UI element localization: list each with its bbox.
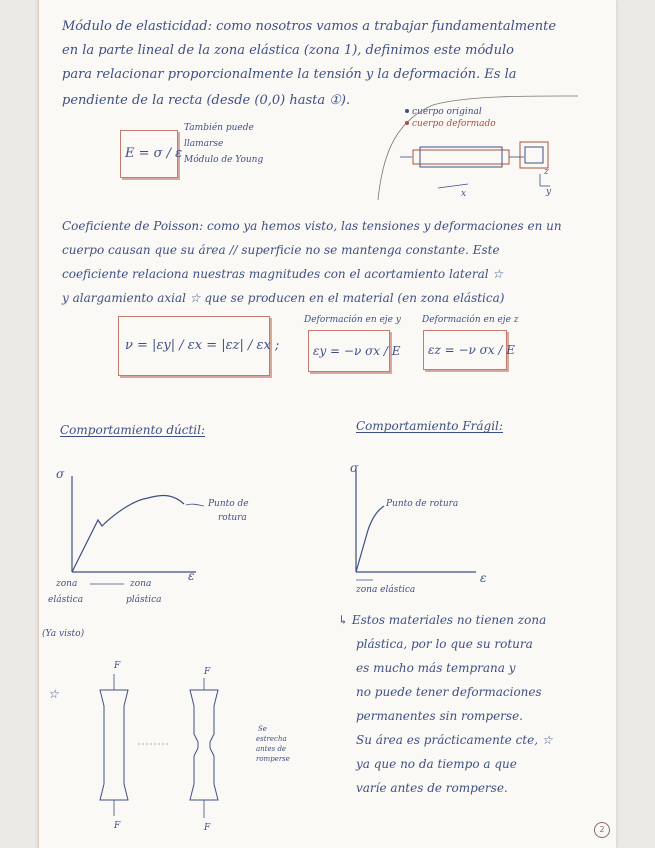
poisson-line-3: coeficiente relaciona nuestras magnitudes con el acortamiento lateral ☆	[62, 267, 504, 281]
eps-y-formula: εy = −ν σx / E	[313, 344, 401, 358]
young-formula: E = σ / ε	[125, 146, 183, 161]
eps-z-formula: εz = −ν σx / E	[428, 343, 515, 357]
already-seen-note: (Ya visto)	[42, 629, 85, 639]
fragile-note-3: es mucho más temprana y	[356, 661, 516, 675]
axis-y-label: y	[546, 187, 552, 197]
fragile-sigma: σ	[350, 461, 359, 475]
fragile-note-8: varíe antes de romperse.	[356, 781, 508, 795]
ductile-zone-el-2: elástica	[48, 595, 84, 605]
legend-deformed-dot	[405, 121, 409, 125]
ductile-zone-pl-1: zona	[130, 579, 152, 589]
axis-z-label: z	[544, 167, 549, 177]
fragile-title: Comportamiento Frágil:	[356, 419, 503, 433]
fragile-note-7: ya que no da tiempo a que	[356, 757, 517, 771]
poisson-line-1: Coeficiente de Poisson: como ya hemos visto, las tensiones y deformaciones en un	[62, 219, 562, 233]
cross-section-outer	[520, 142, 548, 168]
sketch-layer	[38, 0, 616, 848]
ductile-epsilon: ε	[188, 569, 195, 583]
ductile-zone-pl-2: plástica	[126, 595, 162, 605]
axis-x-arrow	[438, 184, 468, 188]
force-bottom-right: F	[204, 823, 211, 833]
fragile-note-2: plástica, por lo que su rotura	[356, 637, 533, 651]
ductile-rupture-pointer	[186, 504, 204, 506]
fragile-note-4: no puede tener deformaciones	[356, 685, 542, 699]
bar-deformed	[413, 150, 509, 164]
neck-note-2: estrecha	[256, 735, 287, 743]
poisson-line-2: cuerpo causan que su área // superficie no se mantenga constante. Este	[62, 243, 500, 257]
poisson-formula: ν = |εy| / εx = |εz| / εx ;	[125, 338, 280, 353]
young-note-2: llamarse	[184, 139, 224, 149]
ductile-curve	[72, 496, 184, 572]
axis-x-label: x	[461, 189, 467, 199]
ductile-zone-el-1: zona	[56, 579, 78, 589]
label-eps-y: Deformación en eje y	[304, 315, 401, 325]
ductile-star: ☆	[48, 687, 59, 701]
force-top-left: F	[114, 661, 121, 671]
ductile-rupture-1: Punto de	[208, 499, 249, 509]
legend-deformed: cuerpo deformado	[412, 119, 496, 129]
ductile-sigma: σ	[56, 467, 65, 481]
intro-line-4: pendiente de la recta (desde (0,0) hasta ①).	[62, 93, 351, 108]
fragile-epsilon: ε	[480, 571, 487, 585]
ductile-rupture-2: rotura	[218, 513, 247, 523]
force-top-right: F	[204, 667, 211, 677]
cross-section-inner	[525, 147, 543, 163]
fragile-rupture: Punto de rotura	[386, 499, 459, 509]
intro-line-2: en la parte lineal de la zona elástica (zona 1), definimos este módulo	[62, 43, 514, 58]
force-bottom-left: F	[114, 821, 121, 831]
neck-note-4: romperse	[256, 755, 290, 763]
legend-original: cuerpo original	[412, 107, 482, 117]
neck-note-3: antes de	[256, 745, 287, 753]
fragile-zone-el: zona elástica	[356, 585, 416, 595]
neck-note-1: Se	[258, 725, 267, 733]
page-number: 2	[594, 822, 610, 838]
ductile-title: Comportamiento dúctil:	[60, 423, 205, 437]
poisson-line-4: y alargamiento axial ☆ que se producen en el material (en zona elástica)	[62, 291, 505, 305]
intro-line-3: para relacionar proporcionalmente la tensión y la deformación. Es la	[62, 67, 517, 82]
young-note-3: Módulo de Young	[184, 155, 264, 165]
specimen-original	[100, 690, 128, 800]
fragile-note-5: permanentes sin romperse.	[356, 709, 523, 723]
fragile-note-6: Su área es prácticamente cte, ☆	[356, 733, 553, 747]
legend-original-dot	[405, 109, 409, 113]
young-note-1: También puede	[184, 123, 254, 133]
specimen-necked	[190, 690, 218, 800]
fragile-curve	[356, 506, 384, 572]
notebook-page	[38, 0, 616, 848]
intro-line-1: Módulo de elasticidad: como nosotros vamos a trabajar fundamentalmente	[62, 19, 557, 34]
label-eps-z: Deformación en eje z	[422, 315, 519, 325]
fragile-note-1: ↳ Estos materiales no tienen zona	[338, 613, 547, 627]
